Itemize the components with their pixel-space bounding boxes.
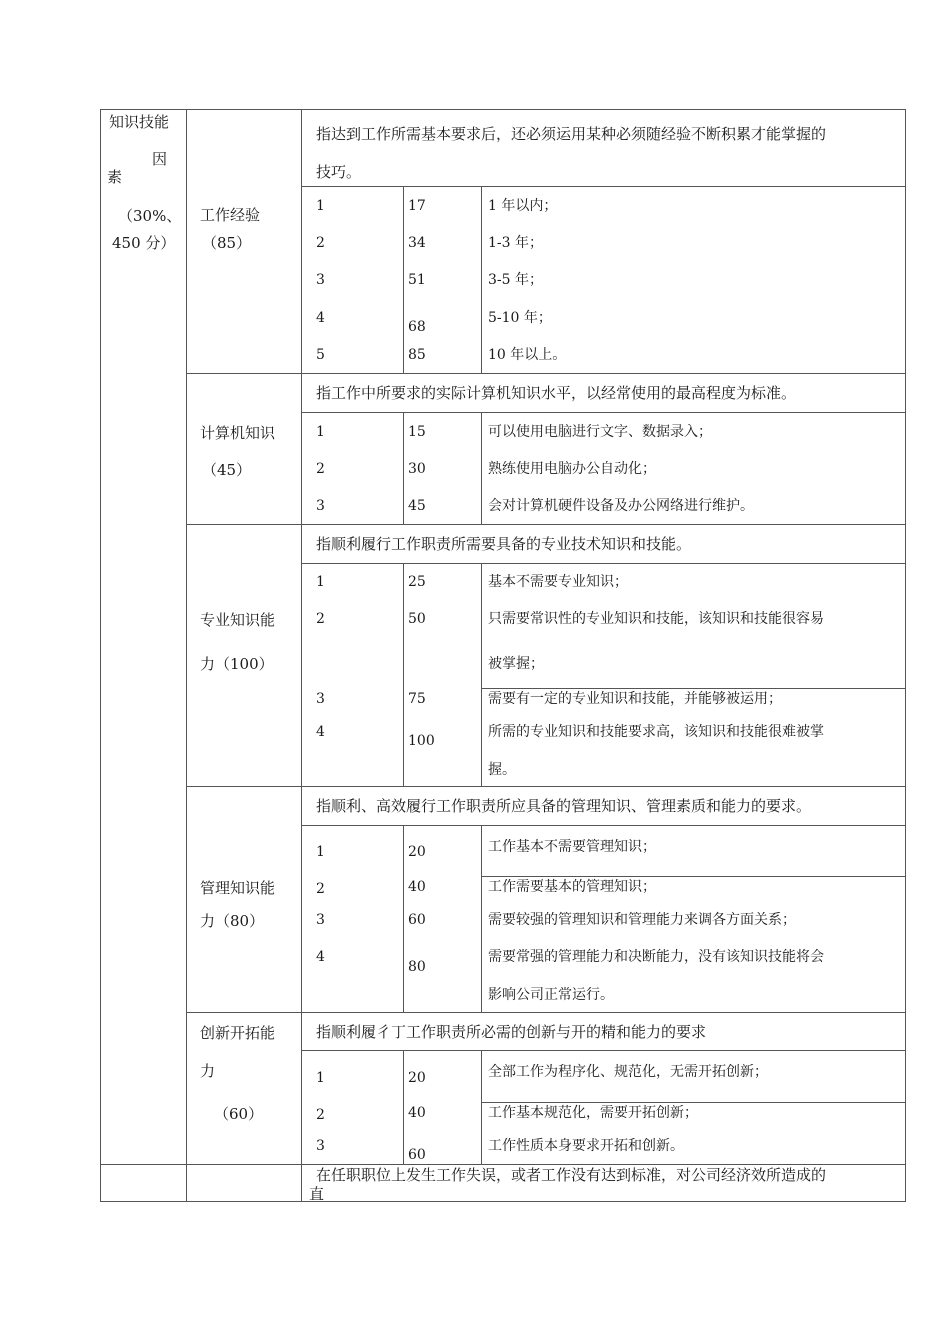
level-description: 所需的专业知识和技能要求高，该知识和技能很难被掌: [488, 724, 824, 740]
level-number: 2: [316, 235, 325, 251]
level-number: 1: [316, 1070, 325, 1086]
factor-description: 技巧。: [316, 163, 362, 181]
level-score: 17: [408, 198, 426, 214]
factor-description: 指达到工作所需基本要求后，还必须运用某种必须随经验不断积累才能掌握的: [316, 125, 827, 143]
level-score: 60: [408, 912, 426, 928]
level-number: 2: [316, 461, 325, 477]
level-number: 4: [316, 310, 325, 326]
factor-weight: 力（80）: [200, 912, 265, 930]
level-description: 工作基本不需要管理知识；: [488, 839, 656, 855]
footer-row-text: 在任职职位上发生工作失误，或者工作没有达到标准，对公司经济效所造成的: [316, 1166, 827, 1184]
level-score: 75: [408, 691, 426, 707]
level-score: 100: [408, 733, 435, 749]
level-score: 20: [408, 1070, 426, 1086]
factor-weight: （60）: [214, 1105, 264, 1123]
level-description: 工作基本规范化，需要开拓创新；: [488, 1105, 698, 1121]
level-score: 40: [408, 1105, 426, 1121]
level-description: 1-3 年；: [488, 235, 543, 251]
level-description: 3-5 年；: [488, 272, 543, 288]
factor-description: 指顺利履彳丁工作职责所必需的创新与开的精和能力的要求: [316, 1023, 707, 1041]
level-score: 51: [408, 272, 426, 288]
level-number: 3: [316, 272, 325, 288]
level-score: 20: [408, 844, 426, 860]
level-number: 4: [316, 949, 325, 965]
level-score: 80: [408, 959, 426, 975]
level-score: 60: [408, 1147, 426, 1163]
level-number: 1: [316, 424, 325, 440]
level-description: 全部工作为程序化、规范化，无需开拓创新；: [488, 1064, 768, 1080]
level-score: 45: [408, 498, 426, 514]
level-score: 85: [408, 347, 426, 363]
level-number: 2: [316, 881, 325, 897]
level-description-cont: 影响公司正常运行。: [488, 987, 614, 1003]
level-description: 需要较强的管理知识和管理能力来调各方面关系；: [488, 912, 796, 928]
level-description: 工作性质本身要求开拓和创新。: [488, 1138, 684, 1154]
factor-description: 指顺利履行工作职责所需要具备的专业技术知识和技能。: [316, 535, 692, 553]
level-description: 1 年以内；: [488, 198, 558, 214]
factor-name: 工作经验: [200, 206, 261, 224]
level-number: 3: [316, 912, 325, 928]
level-number: 3: [316, 498, 325, 514]
level-score: 15: [408, 424, 426, 440]
level-number: 3: [316, 691, 325, 707]
factor-name-cont: 力: [200, 1062, 216, 1080]
level-description: 只需要常识性的专业知识和技能，该知识和技能很容易: [488, 611, 824, 627]
level-number: 2: [316, 611, 325, 627]
level-number: 1: [316, 198, 325, 214]
level-description: 可以使用电脑进行文字、数据录入；: [488, 424, 712, 440]
level-number: 5: [316, 347, 325, 363]
factor-weight: 力（100）: [200, 655, 274, 673]
category-weight: 450 分）: [112, 234, 176, 252]
level-number: 1: [316, 574, 325, 590]
category-title-char: 因: [152, 150, 168, 168]
level-description: 需要有一定的专业知识和技能，并能够被运用；: [488, 691, 782, 707]
level-number: 1: [316, 844, 325, 860]
level-number: 2: [316, 1107, 325, 1123]
level-description: 熟练使用电脑办公自动化；: [488, 461, 656, 477]
level-score: 25: [408, 574, 426, 590]
factor-name: 计算机知识: [200, 424, 276, 442]
factor-description: 指工作中所要求的实际计算机知识水平，以经常使用的最高程度为标准。: [316, 384, 797, 402]
level-description: 工作需要基本的管理知识；: [488, 879, 656, 895]
level-score: 34: [408, 235, 426, 251]
level-number: 3: [316, 1138, 325, 1154]
factor-weight: （85）: [202, 234, 252, 252]
level-description: 会对计算机硬件设备及办公网络进行维护。: [488, 498, 754, 514]
level-description: 基本不需要专业知识；: [488, 574, 628, 590]
level-description: 10 年以上。: [488, 347, 567, 363]
level-score: 68: [408, 319, 426, 335]
level-description-cont: 握。: [488, 762, 516, 778]
level-description: 需要常强的管理能力和决断能力，没有该知识技能将会: [488, 949, 824, 965]
factor-name: 专业知识能: [200, 611, 276, 629]
category-title-char: 素: [107, 168, 123, 186]
level-score: 30: [408, 461, 426, 477]
factor-name: 创新开拓能: [200, 1024, 276, 1042]
level-score: 50: [408, 611, 426, 627]
level-description-cont: 被掌握；: [488, 656, 544, 672]
factor-description: 指顺利、高效履行工作职责所应具备的管理知识、管理素质和能力的要求。: [316, 797, 812, 815]
category-title: 知识技能: [109, 113, 170, 131]
level-number: 4: [316, 724, 325, 740]
factor-weight: （45）: [202, 461, 252, 479]
category-weight: （30%、: [118, 207, 182, 225]
footer-row-text: 直: [309, 1185, 325, 1203]
factor-name: 管理知识能: [200, 879, 276, 897]
level-description: 5-10 年；: [488, 310, 552, 326]
level-score: 40: [408, 879, 426, 895]
